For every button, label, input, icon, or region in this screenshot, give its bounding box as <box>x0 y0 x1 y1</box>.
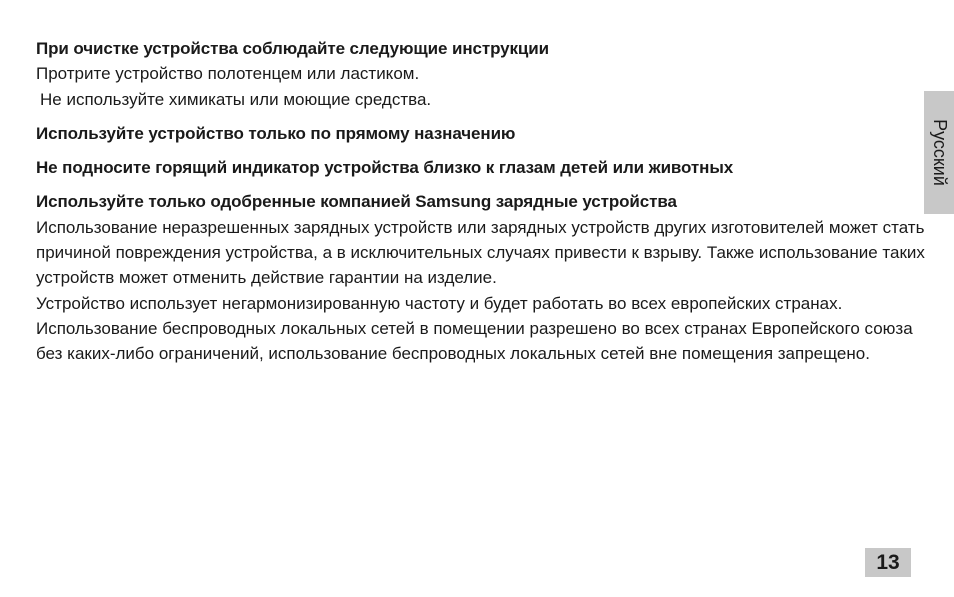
section-heading: Не подносите горящий индикатор устройства близко к глазам детей или животных <box>36 158 734 178</box>
section-chargers <box>36 189 926 366</box>
section-paragraph: Использование неразрешенных зарядных устройств или зарядных устройств других изготовителей может стать причиной повреждения устройства, а в исключительных случаях привести к взрыву. Также использование таких устройств может отменить действие гарантии на изделие. <box>36 217 925 288</box>
section-paragraph: Устройство использует негармонизированную частоту и будет работать во всех европейских странах. Использование беспроводных локальных сетей в помещении разрешено во всех странах Европейского союза без каких-либо ограничений, использование беспроводных локальных сетей вне помещения запрещено. <box>36 293 913 364</box>
page-number: 13 <box>865 548 911 577</box>
document-body <box>36 36 926 376</box>
section-intended-use <box>36 121 926 146</box>
section-cleaning <box>36 36 926 112</box>
section-line: Протрите устройство полотенцем или ластиком. <box>36 64 420 84</box>
section-heading: При очистке устройства соблюдайте следующие инструкции <box>36 39 549 58</box>
language-tab-label: Русский <box>929 119 950 186</box>
section-heading: Используйте только одобренные компанией Samsung зарядные устройства <box>36 192 677 212</box>
section-line: Не используйте химикаты или моющие средства. <box>40 89 432 109</box>
language-tab <box>924 91 954 214</box>
section-heading: Используйте устройство только по прямому назначению <box>36 123 516 143</box>
section-indicator-warning <box>36 155 926 180</box>
